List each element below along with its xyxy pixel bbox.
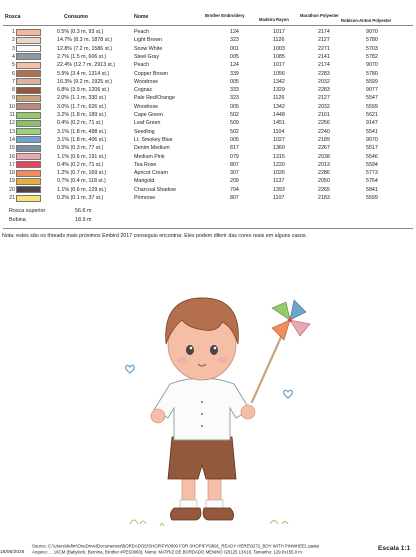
thread-robison-code: 5841 <box>366 186 378 193</box>
thread-color-swatch <box>16 186 41 193</box>
thread-name: Peach <box>134 29 150 35</box>
thread-name: Leaf Green <box>134 120 161 127</box>
boy-head-icon <box>166 298 239 380</box>
table-row <box>0 94 416 102</box>
thread-color-swatch <box>16 29 41 36</box>
thread-marathon-code: 2032 <box>318 103 330 110</box>
thread-madeira-code: 1448 <box>273 112 285 118</box>
thread-madeira-code: 1026 <box>273 170 285 177</box>
thread-number: 14 <box>9 136 15 143</box>
thread-marathon-code: 2038 <box>318 153 330 160</box>
thread-number: 16 <box>9 153 15 160</box>
thread-name: Steel Gray <box>134 53 160 60</box>
table-row <box>0 169 416 177</box>
thread-brother-code: 079 <box>230 153 239 160</box>
thread-marathon-code: 2256 <box>318 120 330 127</box>
table-row <box>0 128 416 136</box>
thread-robison-code: 9077 <box>366 87 378 94</box>
thread-usage: 3.0% (1.7 m, 626 st.) <box>57 103 107 110</box>
thread-marathon-code: 2286 <box>318 170 330 177</box>
thread-brother-code: 807 <box>230 161 239 168</box>
thread-number: 10 <box>9 103 15 110</box>
table-row <box>0 186 416 194</box>
thread-marathon-code: 2032 <box>318 78 330 85</box>
thread-marathon-code: 2050 <box>318 178 330 185</box>
thread-marathon-code: 2174 <box>318 62 330 69</box>
thread-number: 11 <box>9 112 15 118</box>
table-row <box>0 153 416 161</box>
thread-name: Pale Red/Orange <box>134 95 175 102</box>
thread-number: 5 <box>12 62 15 69</box>
scale-label: Escala 1:1 <box>378 545 411 552</box>
table-row <box>0 86 416 94</box>
thread-brother-code: 502 <box>230 128 239 135</box>
thread-madeira-code: 1220 <box>273 161 285 168</box>
thread-usage: 16.3% (9.2 m, 1925 st.) <box>57 78 113 85</box>
thread-note: Nota: estes são os threads mais próximos Embird 2017 conseguiu encontrar. Eles podem diferir das cores reais em alguns casos. <box>2 233 308 239</box>
thread-color-swatch <box>16 161 41 168</box>
thread-color-swatch <box>16 45 41 52</box>
thread-color-swatch <box>16 62 41 69</box>
thread-madeira-code: 1137 <box>273 178 285 185</box>
thread-usage: 0.5% (0.3 m, 77 st.) <box>57 145 104 152</box>
thread-marathon-code: 2127 <box>318 37 330 44</box>
thread-brother-code: 005 <box>230 136 239 143</box>
thread-madeira-code: 1017 <box>273 29 285 35</box>
thread-color-swatch <box>16 87 41 94</box>
column-header-consumo: Consumo <box>64 14 88 20</box>
thread-robison-code: 9070 <box>366 62 378 69</box>
thread-usage: 2.0% (1.1 m, 330 st.) <box>57 95 107 102</box>
thread-brother-code: 807 <box>230 195 239 201</box>
thread-madeira-code: 1085 <box>273 53 285 60</box>
thread-usage: 22.4% (12.7 m, 2913 st.) <box>57 62 116 69</box>
thread-name: Cognac <box>134 87 153 94</box>
thread-marathon-code: 2283 <box>318 70 330 77</box>
thread-color-swatch <box>16 195 41 202</box>
thread-name: Woodrose <box>134 78 159 85</box>
summary-bobbin-label: Bobina <box>9 217 26 223</box>
thread-number: 20 <box>9 186 15 193</box>
embroidery-preview <box>100 262 340 537</box>
shirt-icon <box>154 378 250 440</box>
thread-usage: 0.4% (0.2 m, 71 st.) <box>57 120 104 127</box>
table-row <box>0 45 416 53</box>
thread-robison-code: 9070 <box>366 136 378 143</box>
thread-madeira-code: 1003 <box>273 45 285 52</box>
table-bottom-divider <box>3 228 413 229</box>
thread-robison-code: 5703 <box>366 45 378 52</box>
summary-bobbin-value: 18.9 m <box>75 217 92 223</box>
thread-name: Light Brown <box>134 37 162 44</box>
thread-brother-code: 502 <box>230 112 239 118</box>
thread-number: 17 <box>9 161 15 168</box>
thread-madeira-code: 1017 <box>273 62 285 69</box>
shoes-icon <box>170 508 233 520</box>
thread-name: Medium Pink <box>134 153 165 160</box>
thread-name: Apricot Cream <box>134 170 168 177</box>
thread-color-swatch <box>16 37 41 44</box>
thread-robison-code: 5780 <box>366 70 378 77</box>
thread-madeira-code: 1107 <box>273 195 285 201</box>
thread-robison-code: 5764 <box>366 178 378 185</box>
thread-color-swatch <box>16 145 41 152</box>
thread-madeira-code: 1393 <box>273 186 285 193</box>
thread-name: Denim Medium <box>134 145 170 152</box>
thread-color-swatch <box>16 153 41 160</box>
thread-usage: 5.9% (3.4 m, 1314 st.) <box>57 70 110 77</box>
thread-usage: 2.7% (1.5 m, 606 st.) <box>57 53 107 60</box>
thread-brother-code: 817 <box>230 145 239 152</box>
thread-color-swatch <box>16 53 41 60</box>
thread-color-swatch <box>16 170 41 177</box>
thread-number: 4 <box>12 53 15 60</box>
thread-usage: 0.7% (0.4 m, 118 st.) <box>57 178 106 185</box>
thread-madeira-code: 1027 <box>273 136 285 143</box>
thread-color-swatch <box>16 136 41 143</box>
table-row <box>0 194 416 202</box>
thread-usage: 1.1% (0.6 m, 129 st.) <box>57 186 107 193</box>
thread-brother-code: 509 <box>230 120 239 127</box>
thread-robison-code: 5599 <box>366 78 378 85</box>
thread-number: 19 <box>9 178 15 185</box>
thread-marathon-code: 2283 <box>318 87 330 94</box>
thread-name: Marigold <box>134 178 155 185</box>
thread-brother-code: 124 <box>230 29 239 35</box>
thread-number: 18 <box>9 170 15 177</box>
thread-madeira-code: 1451 <box>273 120 285 127</box>
thread-color-swatch <box>16 78 41 85</box>
column-header-marathon: Marathon Polyester <box>300 13 339 18</box>
thread-name: Seedling <box>134 128 155 135</box>
thread-madeira-code: 1126 <box>273 95 285 102</box>
thread-brother-code: 005 <box>230 78 239 85</box>
thread-usage: 6.8% (3.9 m, 1206 st.) <box>57 87 110 94</box>
thread-number: 8 <box>12 87 15 94</box>
thread-name: Tea Rose <box>134 161 157 168</box>
thread-usage: 0.4% (0.2 m, 71 st.) <box>57 161 104 168</box>
thread-usage: 14.7% (8.3 m, 1878 st.) <box>57 37 113 44</box>
table-row <box>0 177 416 185</box>
thread-madeira-code: 1329 <box>273 87 285 94</box>
thread-brother-code: 001 <box>230 45 239 52</box>
thread-marathon-code: 2183 <box>318 195 330 201</box>
column-header-nome: Nome <box>134 14 149 20</box>
thread-brother-code: 323 <box>230 37 239 44</box>
thread-number: 12 <box>9 120 15 127</box>
thread-madeira-code: 1360 <box>273 145 285 152</box>
thread-name: Charcoal Shadow <box>134 186 176 193</box>
heart-icon <box>284 390 293 398</box>
thread-name: Cape Green <box>134 112 163 118</box>
summary-upper-label: Rosca superior <box>9 208 46 214</box>
thread-name: Woodrose <box>134 103 159 110</box>
thread-brother-code: 005 <box>230 53 239 60</box>
thread-marathon-code: 2265 <box>318 186 330 193</box>
table-row <box>0 36 416 44</box>
thread-number: 7 <box>12 78 15 85</box>
thread-brother-code: 124 <box>230 62 239 69</box>
thread-robison-code: 5594 <box>366 161 378 168</box>
thread-marathon-code: 2174 <box>318 29 330 35</box>
thread-madeira-code: 1315 <box>273 153 285 160</box>
thread-usage: 0.2% (0.1 m, 37 st.) <box>57 195 104 201</box>
thread-madeira-code: 1342 <box>273 103 285 110</box>
thread-robison-code: 5780 <box>366 37 378 44</box>
thread-robison-code: 5773 <box>366 170 378 177</box>
thread-color-swatch <box>16 112 41 119</box>
thread-madeira-code: 1342 <box>273 78 285 85</box>
table-row <box>0 161 416 169</box>
summary-upper <box>9 207 92 215</box>
thread-brother-code: 005 <box>230 103 239 110</box>
footer-file: Arquivo: ... 16CM (Babylock, Bernina, Brother #PES0060), Nome: MATRIZ DE BORDADO MENINO GB125 13X18, Tamanho: 129.0x155.0 m <box>32 551 302 556</box>
column-header-robison: Robison-Anton Polyester <box>341 18 392 23</box>
thread-usage: 3.2% (1.8 m, 189 st.) <box>57 112 107 118</box>
thread-robison-code: 5599 <box>366 103 378 110</box>
thread-brother-code: 209 <box>230 178 239 185</box>
thread-madeira-code: 1056 <box>273 70 285 77</box>
thread-number: 21 <box>9 195 15 201</box>
thread-brother-code: 339 <box>230 70 239 77</box>
thread-marathon-code: 2013 <box>318 161 330 168</box>
thread-marathon-code: 2101 <box>318 112 330 118</box>
thread-color-swatch <box>16 95 41 102</box>
thread-name: Primrose <box>134 195 156 201</box>
header-divider <box>3 25 413 26</box>
grass-icon <box>130 520 288 526</box>
table-row <box>0 53 416 61</box>
column-header-brother: Brother Embroidery <box>205 13 245 18</box>
table-row <box>0 111 416 119</box>
thread-name: Peach <box>134 62 150 69</box>
table-row <box>0 119 416 127</box>
table-row <box>0 136 416 144</box>
summary-upper-value: 56.6 m <box>75 208 92 214</box>
thread-marathon-code: 2189 <box>318 136 330 143</box>
thread-robison-code: 5546 <box>366 153 378 160</box>
thread-color-swatch <box>16 128 41 135</box>
thread-madeira-code: 1104 <box>273 128 285 135</box>
summary-bobbin <box>9 216 92 224</box>
thread-number: 13 <box>9 128 15 135</box>
thread-robison-code: 5547 <box>366 95 378 102</box>
thread-robison-code: 9070 <box>366 29 378 35</box>
shorts-icon <box>168 437 236 479</box>
table-row <box>0 144 416 152</box>
table-row <box>0 28 416 36</box>
thread-color-swatch <box>16 70 41 77</box>
thread-marathon-code: 2141 <box>318 53 330 60</box>
thread-madeira-code: 1126 <box>273 37 285 44</box>
thread-color-swatch <box>16 178 41 185</box>
thread-usage: 1.1% (0.6 m, 191 st.) <box>57 153 107 160</box>
thread-marathon-code: 2267 <box>318 145 330 152</box>
thread-marathon-code: 2240 <box>318 128 330 135</box>
thread-number: 3 <box>12 45 15 52</box>
thread-robison-code: 5517 <box>366 145 378 152</box>
column-header-madeira: Madeira Rayon <box>259 17 289 22</box>
thread-number: 9 <box>12 95 15 102</box>
thread-name: Copper Brown <box>134 70 168 77</box>
pinwheel-icon <box>272 300 310 340</box>
thread-usage: 0.5% (0.3 m, 93 st.) <box>57 29 104 35</box>
thread-usage: 3.1% (1.8 m, 406 st.) <box>57 136 107 143</box>
footer-date: 18/06/2026 <box>0 550 25 555</box>
thread-usage: 3.1% (1.8 m, 498 st.) <box>57 128 107 135</box>
thread-name: Snow White <box>134 45 163 52</box>
thread-robison-code: 5541 <box>366 128 378 135</box>
heart-icon <box>126 365 135 373</box>
thread-number: 15 <box>9 145 15 152</box>
thread-brother-code: 307 <box>230 170 239 177</box>
table-row <box>0 78 416 86</box>
table-row <box>0 70 416 78</box>
thread-robison-code: 5599 <box>366 195 378 201</box>
column-header-rosca: Rosca <box>5 14 21 20</box>
thread-robison-code: 5782 <box>366 53 378 60</box>
thread-brother-code: 704 <box>230 186 239 193</box>
thread-marathon-code: 2271 <box>318 45 330 52</box>
thread-brother-code: 333 <box>230 87 239 94</box>
table-row <box>0 61 416 69</box>
thread-brother-code: 323 <box>230 95 239 102</box>
thread-number: 2 <box>12 37 15 44</box>
thread-color-swatch <box>16 120 41 127</box>
thread-number: 1 <box>12 29 15 35</box>
thread-name: Lt. Smokey Blue <box>134 136 173 143</box>
thread-robison-code: 5621 <box>366 112 378 118</box>
thread-number: 6 <box>12 70 15 77</box>
footer-source: Source: C:\Users\defim\OneDrive\Documentos\BORDADOS\SHOPIFY\0000 FOR SHOPIFY\0991_READY HERE\0272_BOY WITH PINWHEEL pasta <box>32 545 319 550</box>
thread-color-swatch <box>16 103 41 110</box>
thread-robison-code: 9147 <box>366 120 378 127</box>
thread-marathon-code: 2127 <box>318 95 330 102</box>
thread-usage: 1.2% (0.7 m, 169 st.) <box>57 170 107 177</box>
thread-usage: 12.8% (7.2 m, 1586 st.) <box>57 45 113 52</box>
table-row <box>0 103 416 111</box>
